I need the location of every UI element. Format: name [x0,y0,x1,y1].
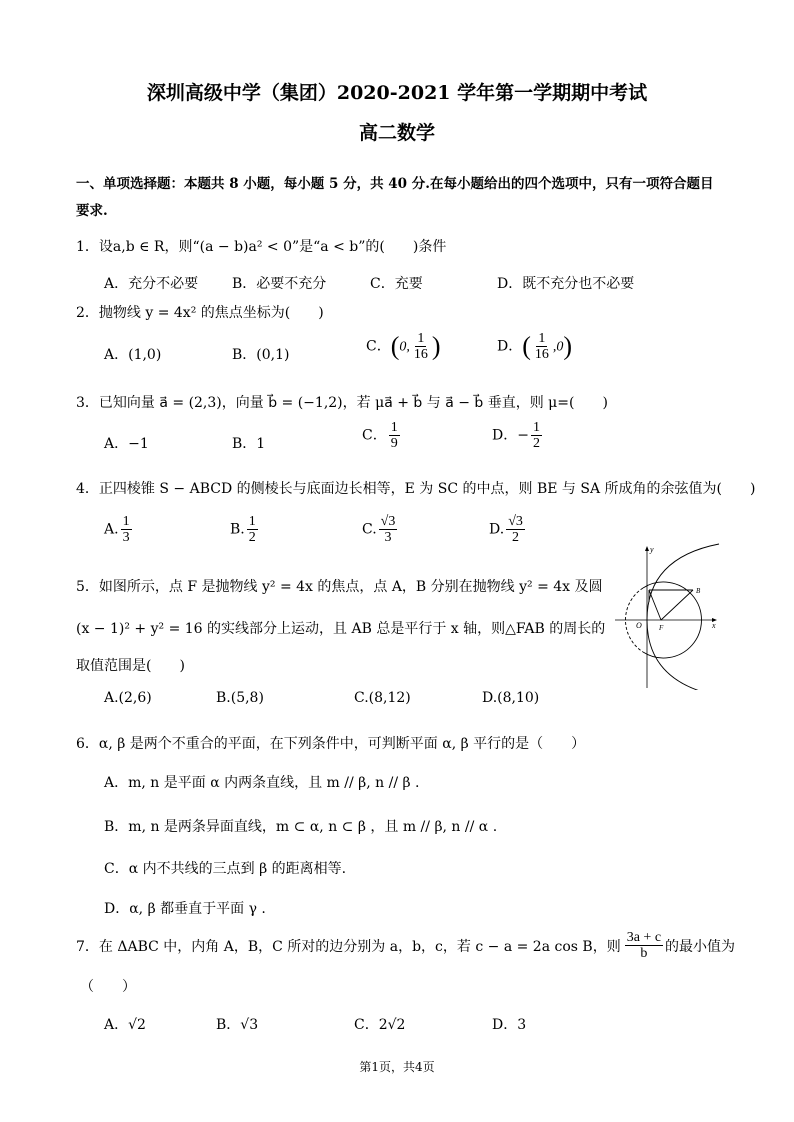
section-heading-line1: 一、单项选择题：本题共 8 小题，每小题 5 分，共 40 分.在每小题给出的四个选项中，只有一项符合题目 [76,176,714,192]
q4-option-c-den: 3 [384,530,392,545]
q6-option-a: A．m, n 是平面 α 内两条直线，且 m // β, n // β . [104,775,420,791]
figure-label-f: F [659,624,664,632]
q5-option-b: B.(5,8) [216,690,264,706]
q7-stem-paren: （ ） [80,979,136,995]
q3-option-c-label: C． [362,427,387,444]
figure-label-y: y [650,545,654,554]
q2-option-c-num: 1 [417,331,425,346]
figure-parabola [647,544,719,690]
figure-label-b: B [696,587,701,595]
q4-option-d [489,514,527,545]
q6-option-b: B．m, n 是两条异面直线，m ⊂ α, n ⊂ β ，且 m // β, n // α . [104,819,498,835]
q5-option-c: C.(8,12) [354,690,411,706]
q3-option-d-label: D．− [492,427,529,444]
q4-option-d-den: 2 [512,530,520,545]
q7-stem-post: 的最小值为 [665,938,736,955]
q7-stem-num: 3a + c [626,930,662,945]
q7-option-b: B．√3 [216,1017,259,1033]
q4-option-b-den: 2 [248,530,256,545]
q1-option-b: B．必要不充分 [232,276,327,292]
figure-label-x: x [712,621,716,630]
q3-option-d-num: 1 [532,420,540,435]
q4-stem: 4．正四棱锥 S − ABCD 的侧棱长与底面边长相等，E 为 SC 的中点，则 BE 与 SA 所成角的余弦值为( ) [76,481,756,497]
q2-option-d: D．( $\frac{1}{16}$ ,0) [497,331,573,362]
exam-title: 深圳高级中学（集团）2020-2021 学年第一学期期中考试 [146,82,648,104]
q3-stem: 3．已知向量 a⃗ = (2,3)，向量 b⃗ = (−1,2)，若 μa⃗ + b⃗ 与 a⃗ − b⃗ 垂直，则 μ=( ) [76,395,608,411]
q2-option-a: A．(1,0) [104,347,162,363]
q4-option-c [362,514,399,545]
q3-option-c [362,420,402,451]
q3-option-c-num: 1 [390,420,398,435]
page-number: 第1页，共4页 [359,1060,435,1074]
q4-option-a [104,514,134,545]
q7-stem-pre: 7．在 ΔABC 中，内角 A，B，C 所对的边分别为 a，b，c，若 c − a = 2a cos B，则 [76,938,621,955]
q4-option-a-num: 1 [122,514,130,529]
q4-option-a-den: 3 [122,530,130,545]
q5-stem-line2: (x − 1)² + y² = 16 的实线部分上运动，且 AB 总是平行于 x 轴，则△FAB 的周长的 [76,621,606,637]
q2-option-b: B．(0,1) [232,347,290,363]
q2-option-d-den: 16 [534,347,549,362]
q7-stem-den: b [640,946,648,961]
q3-option-d-den: 2 [532,436,540,451]
q3-option-a: A．−1 [104,436,149,452]
q4-option-b-num: 1 [248,514,256,529]
q7-option-a: A．√2 [104,1017,146,1033]
figure-segment-af [649,590,661,620]
q1-option-c: C．充要 [370,276,423,292]
q1-option-a: A．充分不必要 [104,276,199,292]
q7-option-d: D．3 [492,1017,527,1033]
q3-option-c-den: 9 [390,436,398,451]
exam-subject: 高二数学 [358,122,435,144]
q6-option-d: D．α, β 都垂直于平面 γ . [104,901,266,917]
q2-stem: 2．抛物线 y = 4x² 的焦点坐标为( ) [76,305,324,321]
q5-option-a: A.(2,6) [104,690,152,706]
section-heading-line2: 要求. [76,203,108,219]
q2-option-d-num: 1 [538,331,546,346]
q1-stem: 1．设a,b ∈ R，则“(a − b)a² < 0”是“a < b”的( )条件 [76,239,447,255]
figure-segment-bf [661,590,693,620]
q5-option-d: D.(8,10) [482,690,540,706]
q2-option-d-label: D． [497,338,523,355]
q4-option-c-num: √3 [380,514,396,529]
q4-option-d-num: √3 [508,514,523,529]
q2-option-c: C．(0, $\frac{1}{16}$ ) [366,331,441,362]
q2-option-c-label: C． [366,338,391,355]
q4-option-a-label: A. [104,521,119,538]
q7-stem [76,930,735,961]
q2-option-d-post: ,0 [552,339,564,355]
q6-stem: 6．α, β 是两个不重合的平面，在下列条件中，可判断平面 α, β 平行的是（ ） [76,736,586,752]
q3-option-d [492,420,544,451]
q4-option-b [230,514,260,545]
q2-option-c-den: 16 [413,347,428,362]
figure-label-o: O [636,621,642,630]
q4-option-d-label: D. [489,521,505,538]
q6-option-c: C．α 内不共线的三点到 β 的距离相等. [104,861,347,877]
figure-y-arrow [645,546,649,551]
q7-option-c: C．2√2 [354,1017,406,1033]
q5-figure [603,542,721,690]
q5-stem-line1: 5．如图所示，点 F 是抛物线 y² = 4x 的焦点，点 A，B 分别在抛物线 y² = 4x 及圆 [76,579,603,595]
q4-option-c-label: C. [362,521,377,538]
q2-option-c-pre: 0, [399,339,410,355]
q3-option-b: B．1 [232,436,266,452]
q4-option-b-label: B. [230,521,245,538]
q1-option-d: D．既不充分也不必要 [497,276,635,292]
q5-stem-line3: 取值范围是( ) [76,658,185,674]
